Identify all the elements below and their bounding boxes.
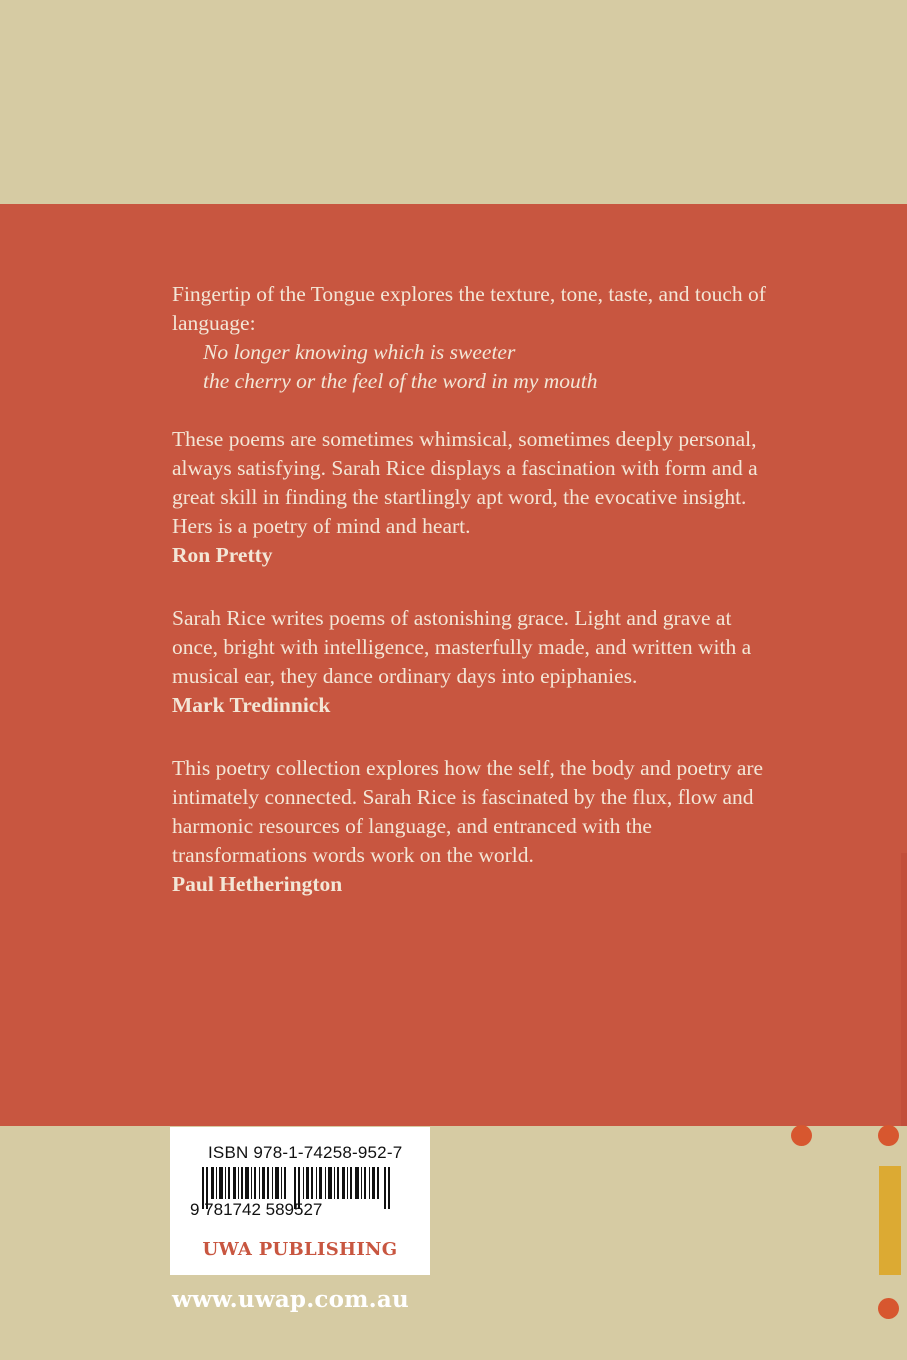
- spacer: [172, 720, 772, 749]
- website-url[interactable]: www.uwap.com.au: [172, 1286, 409, 1313]
- decorative-dot-icon: [878, 1125, 899, 1146]
- top-band: [0, 0, 907, 204]
- spacer: [172, 570, 772, 599]
- barcode-box: [170, 1127, 430, 1275]
- cover-text-block: [172, 280, 772, 899]
- intro-lead: Fingertip of the Tongue explores the texture, tone, taste, and touch of language:: [172, 282, 766, 335]
- red-right-strip: [901, 853, 907, 1126]
- decorative-dot-icon: [878, 1298, 899, 1319]
- blurb-author: Paul Hetherington: [172, 872, 343, 896]
- blurb-text: These poems are sometimes whimsical, sometimes deeply personal, always satisfying. Sarah Rice displays a fascination with form and a great skill in finding the startlingly apt word, the evocative insight. Hers is a poetry of mind and heart.: [172, 427, 758, 538]
- blurb-author: Ron Pretty: [172, 543, 273, 567]
- blurb-author: Mark Tredinnick: [172, 693, 331, 717]
- quote-line-1: No longer knowing which is sweeter: [203, 340, 516, 364]
- publisher-name: UWA PUBLISHING: [202, 1239, 398, 1260]
- quote-line-2: the cherry or the feel of the word in my mouth: [203, 369, 598, 393]
- isbn-label: ISBN 978-1-74258-952-7: [208, 1143, 403, 1162]
- blurb-text: This poetry collection explores how the self, the body and poetry are intimately connected. Sarah Rice is fascinated by the flux, flow and harmonic resources of language, and entranced with the transformations words work on the world.: [172, 756, 764, 867]
- decorative-dot-icon: [791, 1125, 812, 1146]
- spacer: [172, 396, 772, 425]
- decorative-bar: [879, 1166, 901, 1275]
- barcode-digits: 9 781742 589527: [190, 1200, 323, 1219]
- blurb-text: Sarah Rice writes poems of astonishing grace. Light and grave at once, bright with intelligence, masterfully made, and written with a musical ear, they dance ordinary days into epiphanies.: [172, 606, 752, 688]
